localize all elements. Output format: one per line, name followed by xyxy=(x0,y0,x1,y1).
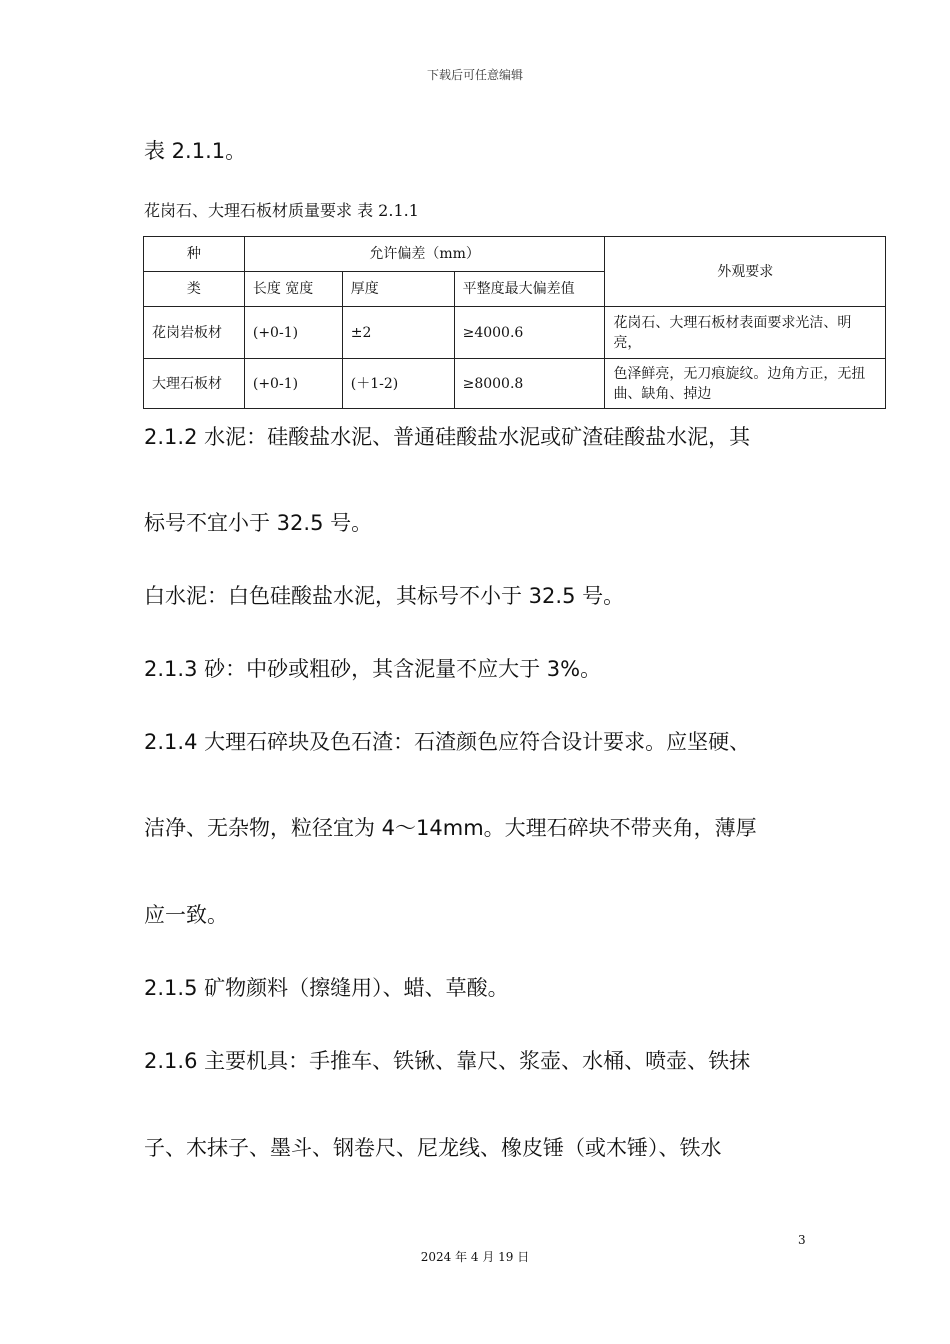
row-appearance: 色泽鲜亮，无刀痕旋纹。边角方正，无扭曲、缺角、掉边 xyxy=(605,359,886,409)
row-thickness: ±2 xyxy=(342,307,454,359)
paragraph-2-1-6-line2: 子、木抹子、墨斗、钢卷尺、尼龙线、橡皮锤（或木锤）、铁水 xyxy=(144,1136,722,1160)
row-name: 大理石板材 xyxy=(144,359,245,409)
quality-table xyxy=(143,236,886,409)
row-flatness: ≥4000.6 xyxy=(454,307,605,359)
intro-text: 表 2.1.1。 xyxy=(144,139,247,163)
table-caption: 花岗石、大理石板材质量要求 表 2.1.1 xyxy=(144,201,419,220)
th-appearance: 外观要求 xyxy=(605,237,886,307)
page-number: 3 xyxy=(798,1233,806,1247)
row-appearance: 花岗石、大理石板材表面要求光洁、明亮， xyxy=(605,307,886,359)
row-length-width: (+0-1) xyxy=(244,307,342,359)
paragraph-2-1-2-line2: 标号不宜小于 32.5 号。 xyxy=(144,511,373,535)
th-thickness: 厚度 xyxy=(342,272,454,307)
table-row xyxy=(144,307,886,359)
row-flatness: ≥8000.8 xyxy=(454,359,605,409)
paragraph-white-cement: 白水泥：白色硅酸盐水泥，其标号不小于 32.5 号。 xyxy=(144,584,625,608)
table-header-row xyxy=(144,237,886,272)
row-thickness: (＋1-2) xyxy=(342,359,454,409)
th-deviation: 允许偏差（mm） xyxy=(244,237,605,272)
paragraph-2-1-4-line3: 应一致。 xyxy=(144,903,228,927)
th-flatness: 平整度最大偏差值 xyxy=(454,272,605,307)
page-header: 下载后可任意编辑 xyxy=(426,68,523,82)
paragraph-2-1-2-line1: 2.1.2 水泥：硅酸盐水泥、普通硅酸盐水泥或矿渣硅酸盐水泥，其 xyxy=(144,425,751,449)
paragraph-2-1-4-line1: 2.1.4 大理石碎块及色石渣：石渣颜色应符合设计要求。应坚硬、 xyxy=(144,730,751,754)
table-row xyxy=(144,359,886,409)
row-name: 花岗岩板材 xyxy=(144,307,245,359)
th-length-width: 长度 宽度 xyxy=(244,272,342,307)
paragraph-2-1-6-line1: 2.1.6 主要机具：手推车、铁锹、靠尺、浆壶、水桶、喷壶、铁抹 xyxy=(144,1049,751,1073)
th-kind-bottom: 类 xyxy=(144,272,245,307)
row-length-width: (+0-1) xyxy=(244,359,342,409)
paragraph-2-1-5: 2.1.5 矿物颜料（擦缝用）、蜡、草酸。 xyxy=(144,976,509,1000)
footer-date: 2024 年 4 月 19 日 xyxy=(420,1250,530,1264)
paragraph-2-1-3: 2.1.3 砂：中砂或粗砂，其含泥量不应大于 3%。 xyxy=(144,657,602,681)
paragraph-2-1-4-line2: 洁净、无杂物，粒径宜为 4～14mm。大理石碎块不带夹角，薄厚 xyxy=(144,816,757,840)
th-kind-top: 种 xyxy=(144,237,245,272)
